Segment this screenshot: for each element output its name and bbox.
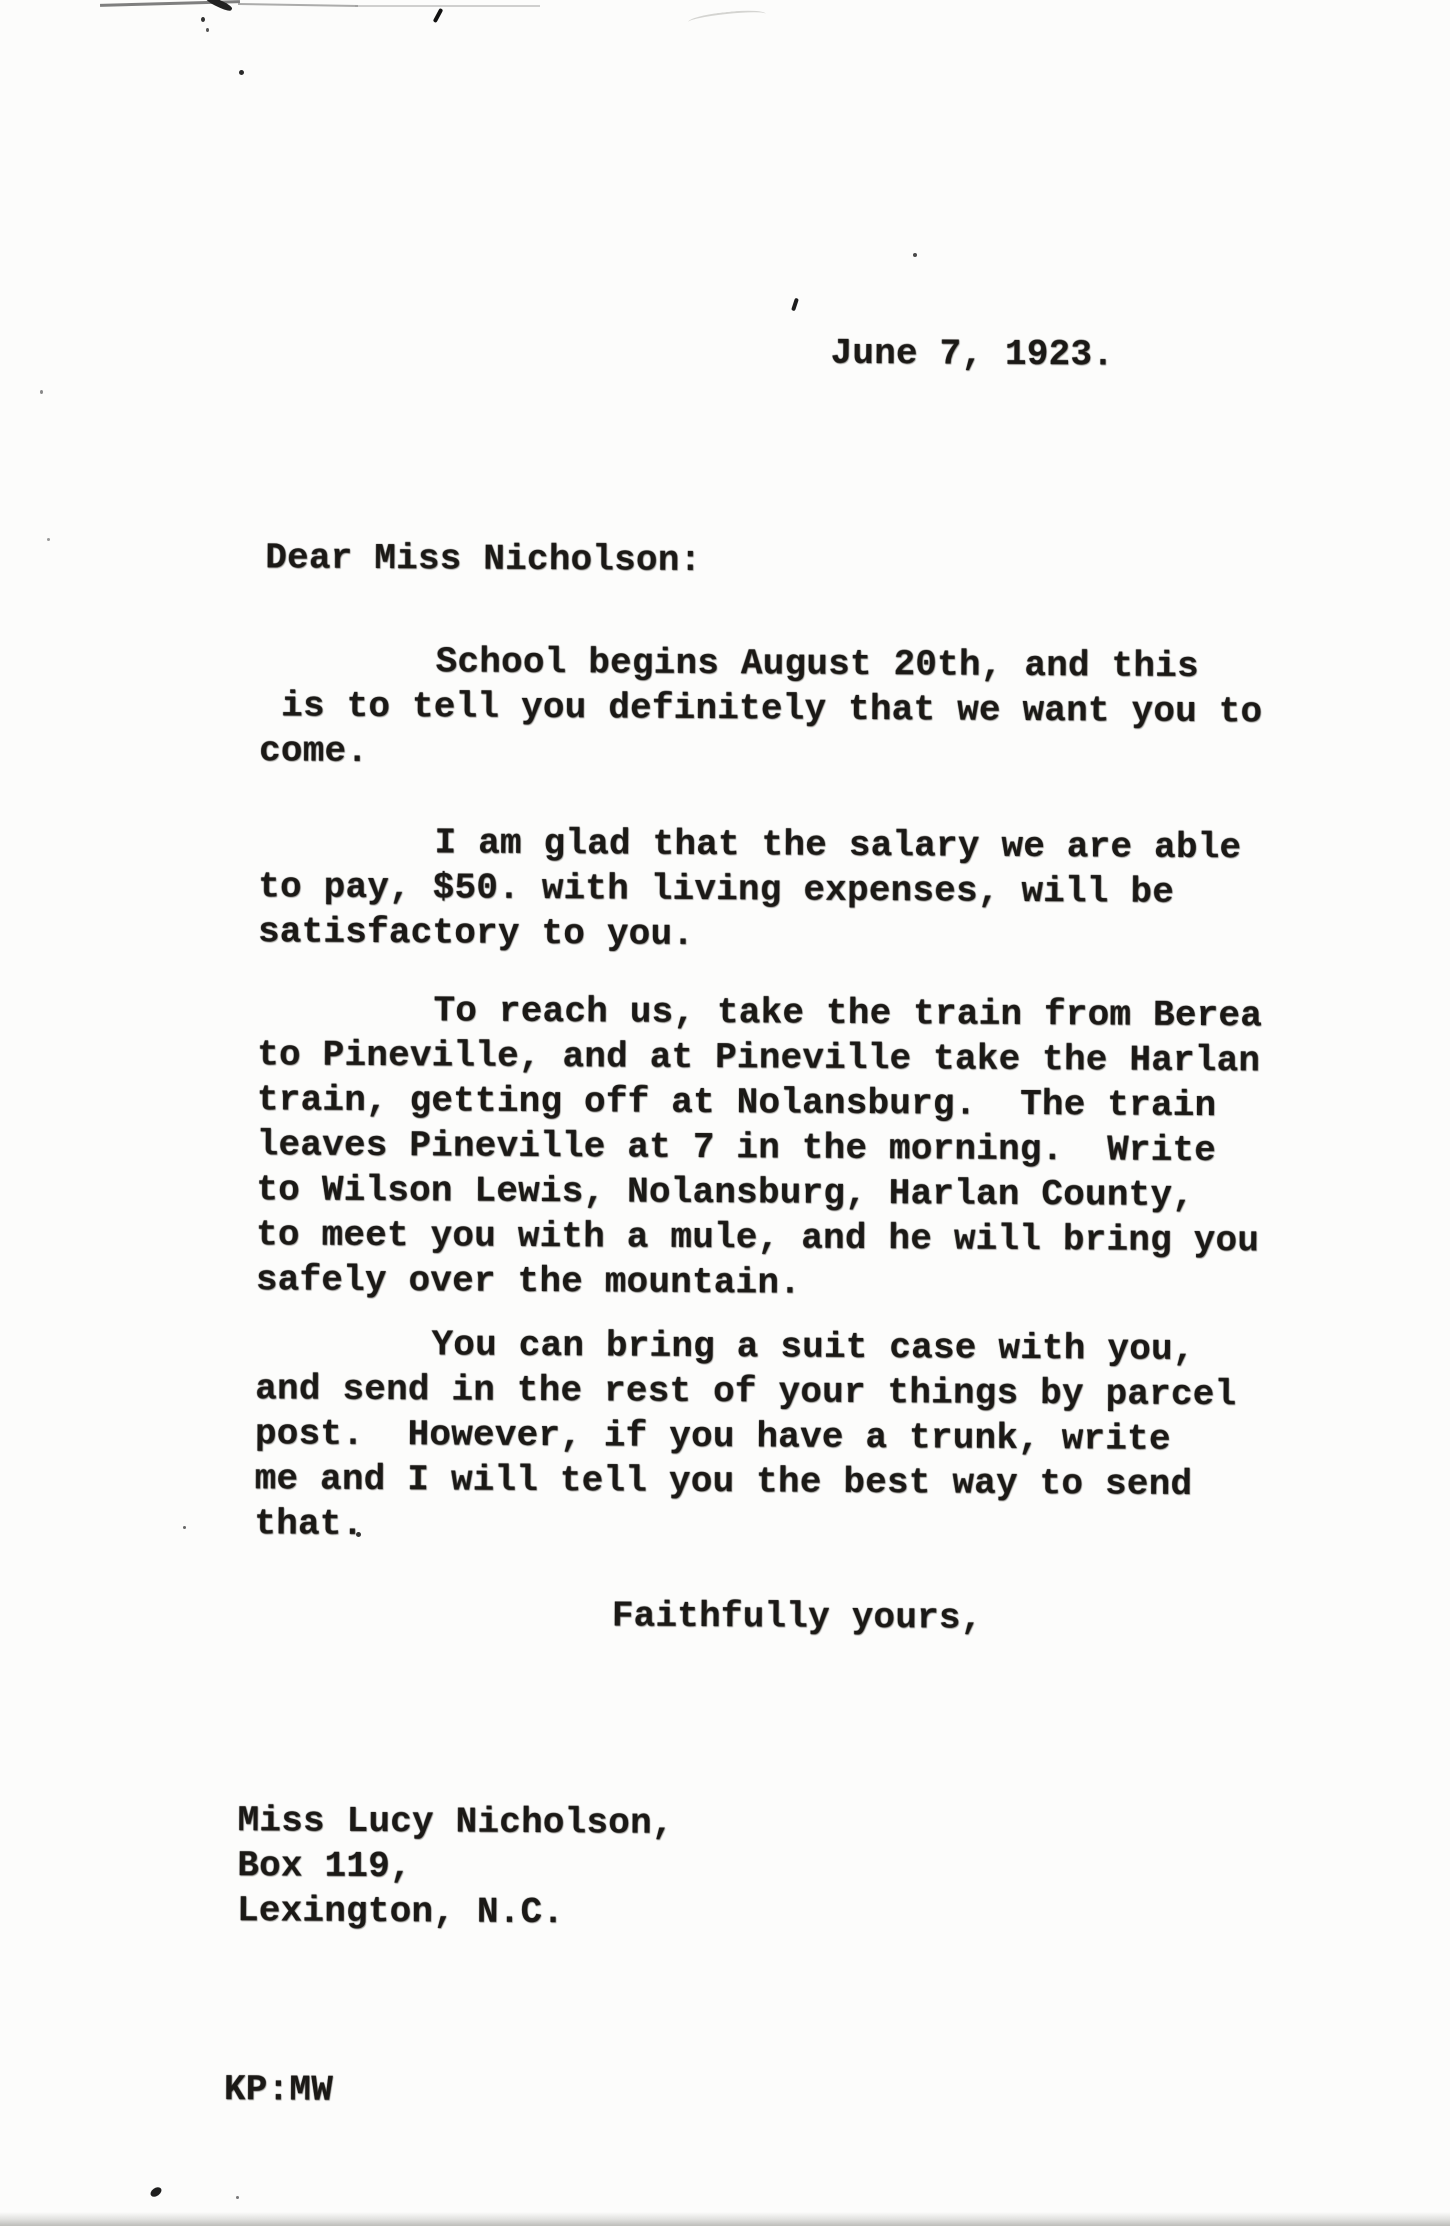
paragraph-salary: I am glad that the salary we are able to pay, $50. with living expenses, will be satisfactory to you.: [257, 822, 1242, 955]
typist-initials: KP:MW: [223, 2069, 334, 2111]
recipient-address: Miss Lucy Nicholson, Box 119, Lexington, N.C.: [236, 1800, 674, 1934]
paragraph-travel-directions: To reach us, take the train from Berea to Pineville, and at Pineville take the Harlan train, getting off at Nolansburg. The train leaves Pineville at 7 in the morning. Write to Wilson Lewis, Nolansburg, Harlan County, to meet you with a mule, and he will bring you safely over the mountain.: [255, 990, 1263, 1304]
salutation: Dear Miss Nicholson:: [265, 537, 702, 581]
closing-line: Faithfully yours,: [611, 1595, 983, 1639]
letter-date: June 7, 1923.: [830, 332, 1115, 376]
paragraph-school-begins: School begins August 20th, and this is to tell you definitely that we want you to come.: [258, 641, 1263, 772]
paragraph-luggage: You can bring a suit case with you, and send in the rest of your things by parcel post. However, if you have a trunk, write me and I will tell you the best way to send that.: [254, 1324, 1237, 1545]
